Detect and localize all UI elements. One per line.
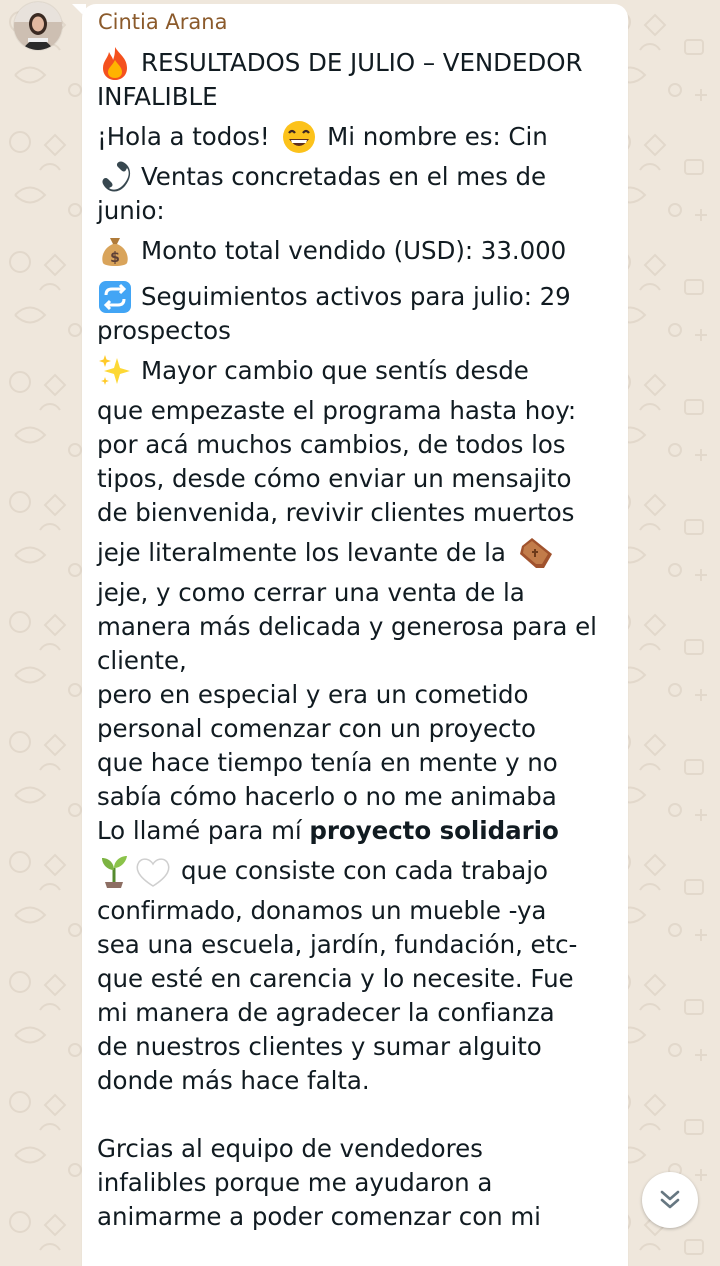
message-line: de bienvenida, revivir clientes muertos (97, 498, 575, 527)
grinning-face-icon (281, 120, 319, 154)
bold-phrase: proyecto solidario (309, 816, 559, 845)
svg-text:$: $ (110, 250, 120, 266)
message-line: Grcias al equipo de vendedores (97, 1134, 483, 1163)
message-line: sea una escuela, jardín, fundación, etc- (97, 930, 578, 959)
sender-avatar[interactable] (14, 2, 62, 50)
message-line: que empezaste el programa hasta hoy: (97, 396, 577, 425)
telephone-icon (97, 160, 135, 194)
repeat-icon (97, 280, 135, 314)
message-line: $ Monto total vendido (USD): 33.000 (97, 234, 619, 268)
message-line: sabía cómo hacerlo o no me animaba (97, 782, 557, 811)
message-line: donde más hace falta. (97, 1066, 370, 1095)
message-line: Lo llamé para mí proyecto solidario (97, 816, 559, 845)
message-line: de nuestros clientes y sumar alguito (97, 1032, 542, 1061)
message-bubble[interactable] (82, 4, 628, 1266)
message-line: por acá muchos cambios, de todos los (97, 430, 566, 459)
message-line (97, 1098, 619, 1132)
message-line: Mayor cambio que sentís desde (97, 354, 619, 388)
message-line: Seguimientos activos para julio: 29 (97, 280, 619, 314)
message-line: jeje literalmente los levante de la (97, 536, 619, 570)
message-line: Ventas concretadas en el mes de (97, 160, 619, 194)
fire-icon (97, 46, 135, 80)
double-chevron-down-icon (657, 1187, 683, 1213)
message-line: infalibles porque me ayudaron a (97, 1168, 493, 1197)
money-bag-icon (97, 234, 135, 268)
message-line: que hace tiempo tenía en mente y no (97, 748, 558, 777)
coffin-icon (518, 536, 556, 570)
message-body (97, 46, 619, 1234)
scroll-to-bottom-button[interactable] (642, 1172, 698, 1228)
message-line: manera más delicada y generosa para el (97, 612, 597, 641)
message-line: prospectos (97, 316, 231, 345)
sender-name[interactable]: Cintia Arana (98, 10, 228, 34)
message-line: RESULTADOS DE JULIO – VENDEDOR (97, 46, 619, 80)
message-line: INFALIBLE (97, 82, 218, 111)
message-line: animarme a poder comenzar con mi (97, 1202, 541, 1231)
message-line: confirmado, donamos un mueble -ya (97, 896, 547, 925)
message-line: tipos, desde cómo enviar un mensajito (97, 464, 572, 493)
message-line: que esté en carencia y lo necesite. Fue (97, 964, 574, 993)
message-line: cliente, (97, 646, 187, 675)
message-line: personal comenzar con un proyecto (97, 714, 536, 743)
message-line: jeje, y como cerrar una venta de la (97, 578, 525, 607)
seedling-white-heart-icon (97, 854, 175, 888)
message-line: junio: (97, 196, 165, 225)
message-line: ¡Hola a todos! Mi nombre es: Cin (97, 120, 619, 154)
message-line: mi manera de agradecer la confianza (97, 998, 555, 1027)
message-line: que consiste con cada trabajo (97, 854, 619, 888)
sparkles-icon (97, 354, 135, 388)
message-line: pero en especial y era un cometido (97, 680, 529, 709)
